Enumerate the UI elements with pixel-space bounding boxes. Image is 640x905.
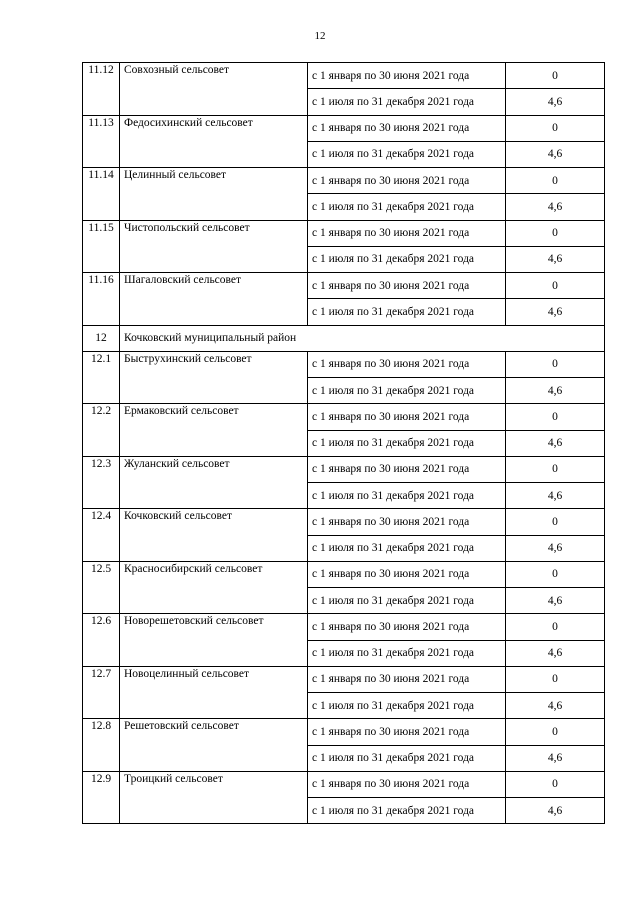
- period-cell: с 1 июля по 31 декабря 2021 года: [308, 640, 506, 666]
- row-number: 12.7: [83, 666, 120, 719]
- table-row: [83, 63, 605, 89]
- table-row: [83, 220, 605, 246]
- settlement-name: Красносибирский сельсовет: [120, 561, 308, 614]
- period-cell: с 1 января по 30 июня 2021 года: [308, 63, 506, 89]
- period-cell: с 1 июля по 31 декабря 2021 года: [308, 299, 506, 325]
- settlement-name: Ермаковский сельсовет: [120, 404, 308, 457]
- row-number: 12.4: [83, 509, 120, 562]
- settlement-name: Быструхинский сельсовет: [120, 351, 308, 404]
- value-cell: 4,6: [506, 483, 605, 509]
- period-cell: с 1 июля по 31 декабря 2021 года: [308, 430, 506, 456]
- period-cell: с 1 января по 30 июня 2021 года: [308, 614, 506, 640]
- value-cell: 4,6: [506, 141, 605, 167]
- settlement-name: Решетовский сельсовет: [120, 719, 308, 772]
- period-cell: с 1 января по 30 июня 2021 года: [308, 561, 506, 587]
- value-cell: 0: [506, 115, 605, 141]
- period-cell: с 1 июля по 31 декабря 2021 года: [308, 141, 506, 167]
- district-row: [83, 325, 605, 351]
- value-cell: 0: [506, 561, 605, 587]
- row-number: 12.9: [83, 771, 120, 824]
- settlement-name: Новорешетовский сельсовет: [120, 614, 308, 667]
- row-number: 11.13: [83, 115, 120, 168]
- period-cell: с 1 июля по 31 декабря 2021 года: [308, 798, 506, 824]
- settlement-name: Новоцелинный сельсовет: [120, 666, 308, 719]
- period-cell: с 1 января по 30 июня 2021 года: [308, 168, 506, 194]
- value-cell: 0: [506, 168, 605, 194]
- value-cell: 4,6: [506, 588, 605, 614]
- period-cell: с 1 января по 30 июня 2021 года: [308, 273, 506, 299]
- rates-table: [82, 62, 605, 824]
- row-number: 12.5: [83, 561, 120, 614]
- table-row: [83, 561, 605, 587]
- settlement-name: Чистопольский сельсовет: [120, 220, 308, 273]
- value-cell: 4,6: [506, 798, 605, 824]
- settlement-name: Шагаловский сельсовет: [120, 273, 308, 326]
- value-cell: 0: [506, 771, 605, 797]
- row-number: 12.2: [83, 404, 120, 457]
- period-cell: с 1 июля по 31 декабря 2021 года: [308, 483, 506, 509]
- table-row: [83, 509, 605, 535]
- settlement-name: Федосихинский сельсовет: [120, 115, 308, 168]
- period-cell: с 1 июля по 31 декабря 2021 года: [308, 378, 506, 404]
- value-cell: 4,6: [506, 745, 605, 771]
- table-row: [83, 351, 605, 377]
- table-row: [83, 273, 605, 299]
- row-number: 12.8: [83, 719, 120, 772]
- table-row: [83, 666, 605, 692]
- table-row: [83, 404, 605, 430]
- row-number: 12.3: [83, 456, 120, 509]
- value-cell: 4,6: [506, 299, 605, 325]
- value-cell: 0: [506, 273, 605, 299]
- period-cell: с 1 июля по 31 декабря 2021 года: [308, 89, 506, 115]
- period-cell: с 1 января по 30 июня 2021 года: [308, 771, 506, 797]
- value-cell: 0: [506, 614, 605, 640]
- period-cell: с 1 июля по 31 декабря 2021 года: [308, 246, 506, 272]
- value-cell: 0: [506, 456, 605, 482]
- period-cell: с 1 января по 30 июня 2021 года: [308, 404, 506, 430]
- value-cell: 4,6: [506, 378, 605, 404]
- period-cell: с 1 июля по 31 декабря 2021 года: [308, 693, 506, 719]
- settlement-name: Кочковский сельсовет: [120, 509, 308, 562]
- table-row: [83, 168, 605, 194]
- table-row: [83, 456, 605, 482]
- settlement-name: Троицкий сельсовет: [120, 771, 308, 824]
- period-cell: с 1 января по 30 июня 2021 года: [308, 719, 506, 745]
- rates-table-body: [83, 63, 605, 824]
- row-number: 11.12: [83, 63, 120, 116]
- value-cell: 4,6: [506, 89, 605, 115]
- value-cell: 0: [506, 666, 605, 692]
- value-cell: 4,6: [506, 535, 605, 561]
- period-cell: с 1 января по 30 июня 2021 года: [308, 351, 506, 377]
- row-number: 12.6: [83, 614, 120, 667]
- period-cell: с 1 января по 30 июня 2021 года: [308, 456, 506, 482]
- value-cell: 4,6: [506, 246, 605, 272]
- row-number: 11.15: [83, 220, 120, 273]
- row-number: 11.14: [83, 168, 120, 221]
- value-cell: 4,6: [506, 693, 605, 719]
- value-cell: 0: [506, 719, 605, 745]
- district-number: 12: [83, 325, 120, 351]
- value-cell: 0: [506, 220, 605, 246]
- settlement-name: Совхозный сельсовет: [120, 63, 308, 116]
- period-cell: с 1 июля по 31 декабря 2021 года: [308, 588, 506, 614]
- value-cell: 0: [506, 509, 605, 535]
- period-cell: с 1 января по 30 июня 2021 года: [308, 115, 506, 141]
- period-cell: с 1 июля по 31 декабря 2021 года: [308, 745, 506, 771]
- value-cell: 0: [506, 63, 605, 89]
- row-number: 11.16: [83, 273, 120, 326]
- period-cell: с 1 января по 30 июня 2021 года: [308, 666, 506, 692]
- value-cell: 4,6: [506, 430, 605, 456]
- period-cell: с 1 января по 30 июня 2021 года: [308, 220, 506, 246]
- settlement-name: Жуланский сельсовет: [120, 456, 308, 509]
- period-cell: с 1 июля по 31 декабря 2021 года: [308, 535, 506, 561]
- table-row: [83, 614, 605, 640]
- table-row: [83, 771, 605, 797]
- value-cell: 4,6: [506, 194, 605, 220]
- table-row: [83, 115, 605, 141]
- row-number: 12.1: [83, 351, 120, 404]
- value-cell: 0: [506, 404, 605, 430]
- period-cell: с 1 января по 30 июня 2021 года: [308, 509, 506, 535]
- value-cell: 0: [506, 351, 605, 377]
- district-name: Кочковский муниципальный район: [120, 325, 605, 351]
- settlement-name: Целинный сельсовет: [120, 168, 308, 221]
- value-cell: 4,6: [506, 640, 605, 666]
- table-row: [83, 719, 605, 745]
- period-cell: с 1 июля по 31 декабря 2021 года: [308, 194, 506, 220]
- page-number: 12: [314, 30, 326, 42]
